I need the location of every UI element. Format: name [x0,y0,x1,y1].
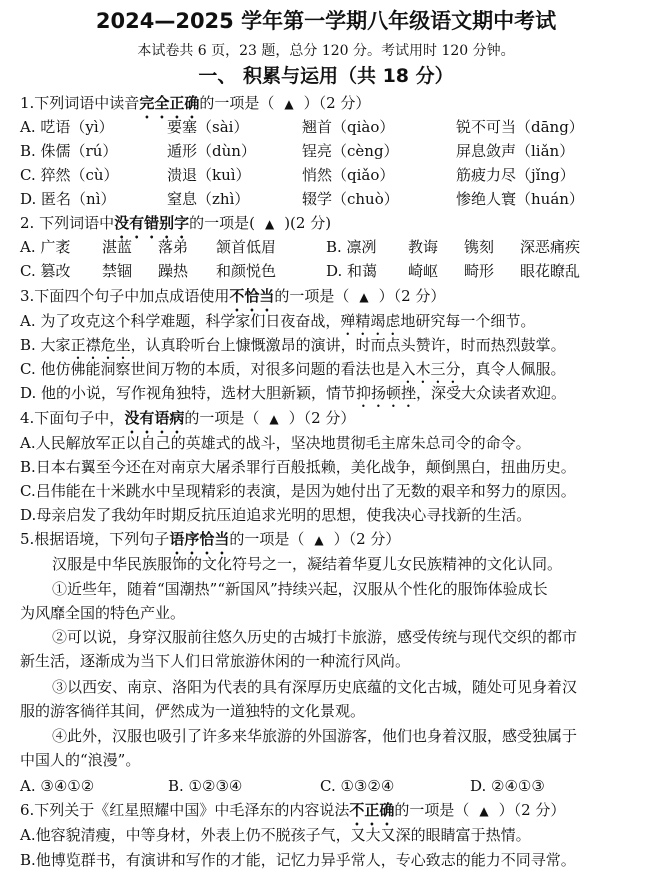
passage-line: ①近些年，随着“国潮热”“新国风”持续兴起，汉服从个性化的服饰体验成长 [52,580,548,598]
answer-triangle-icon: ▲ [359,290,369,304]
section-heading: 一、 积累与运用（共 18 分） [198,65,454,87]
passage-line: 中国人的“浪漫”。 [20,751,141,769]
question-5-intro: 汉服是中华民族服饰的文化符号之一，凝结着华夏儿女民族精神的文化认同。 [52,555,563,573]
dotted-idiom: 殚精竭虑 [340,312,401,330]
question-3-option: A. 为了攻克这个科学难题，科学家们日夜奋战，殚精竭虑地研究每一个细节。 [20,312,536,330]
question-4-option: B.日本右翼至今还在对南京大屠杀罪行百般抵赖，美化战争，颠倒黑白，扭曲历史。 [20,458,576,476]
question-6-option: A.他容貌清瘦，中等身材，外表上仍不脱孩子气，又大又深的眼睛富于热情。 [20,826,531,844]
question-key-phrase: 完全正确 [139,94,200,112]
dotted-idiom: 抑扬顿挫 [356,384,417,402]
passage-line: ②可以说，身穿汉服前往悠久历史的古城打卡旅游，感受传统与现代交织的都市 [52,628,578,646]
question-3-option: C. 他仿佛能洞察世间万物的本质，对很多问题的看法也是入木三分，真令人佩服。 [20,360,566,378]
question-4-option: C.吕伟能在十米跳水中呈现精彩的表演，是因为她付出了无数的艰辛和努力的原因。 [20,482,576,500]
passage-line: 新生活，逐渐成为当下人们日常旅游休闲的一种流行风尚。 [20,652,411,670]
question-2-stem: 2. 下列词语中没有错别字的一项是( ▲ )(2 分) [20,214,332,232]
exam-title: 2024—2025 学年第一学期八年级语文期中考试 [95,9,557,33]
question-3-option: B. 大家正襟危坐，认真聆听台上慷慨激昂的演讲，时而点头赞许，时而热烈鼓掌。 [20,336,566,354]
question-key-phrase: 语序恰当 [169,530,230,548]
question-key-phrase: 不恰当 [229,287,275,305]
question-3-option: D. 他的小说，写作视角独特，选材大胆新颖，情节抑扬顿挫，深受大众读者欢迎。 [20,384,567,402]
answer-triangle-icon: ▲ [264,217,275,231]
question-4-stem: 4.下面句子中，没有语病的一项是（ ▲ ）（2 分） [20,409,356,427]
exam-subtitle: 本试卷共 6 页，23 题，总分 120 分。考试用时 120 分钟。 [137,43,515,59]
question-key-phrase: 没有语病 [124,409,185,427]
answer-triangle-icon: ▲ [269,412,279,426]
passage-line: 服的游客徜徉其间，俨然成为一道独特的文化景观。 [20,702,366,720]
dotted-idiom: 入木三分 [400,360,461,378]
question-4-option: A.人民解放军正以自己的英雄式的战斗，坚决地贯彻毛主席朱总司令的命令。 [20,434,531,452]
question-key-phrase: 不正确 [349,801,395,819]
question-5-stem: 5.根据语境，下列句子语序恰当的一项是（ ▲ ）（2 分） [20,530,401,548]
answer-triangle-icon: ▲ [479,804,489,818]
passage-line: 为风靡全国的特色产业。 [20,604,186,622]
question-6-option: B.他博览群书，有演讲和写作的才能，记忆力异乎常人，专心致志的能力不同寻常。 [20,851,576,869]
question-1-stem: 1.下列词语中读音完全正确的一项是（ ▲ ）（2 分） [20,94,371,112]
answer-triangle-icon: ▲ [314,533,324,547]
exam-page: 2024—2025 学年第一学期八年级语文期中考试 本试卷共 6 页，23 题，总分 120 分。考试用时 120 分钟。 一、 积累与运用（共 18 分） 1.下列词语中读音完全正确的一项是（ ▲ ）（2 分） A. 呓语（yì） 要塞（sài） 翘首（qiào） 锐不可当（dāng） B. 侏儒（rú） 遁形（dùn） 锃亮（cèng） 屏息敛声（liǎn） C. 猝然（cù） 溃退（kuì） 悄然（qiǎo） 筋疲力尽（jǐng） D. 匿名（nì） 窒息（zhì） 辍学（chuò） 惨绝人寰（huán） 2. 下列词语中没有错别字的一项是( ▲ )(2 分) A. 广袤 湛蓝 落弟 颔首低眉 B. 凛冽 教诲 镌刻 深恶痛疾 C. 篡改 禁锢 躁热 和颜悦色 D. 和蔼 崎岖 畸形 眼花瞭乱 3.下面四个句子中加点成语使用不恰当的一项是（ ▲ ）（2 分） A. 为了攻克这个科学难题，科学家们日夜奋战，殚精竭虑地研究每一个细节。 B. 大家正襟危坐，认真聆听台上慷慨激昂的演讲，时而点头赞许，时而热烈鼓掌。 C. 他仿佛能洞察世间万物的本质，对很多问题的看法也是入木三分，真令人佩服。 D. 他的小说，写作视角独特，选材大胆新颖，情节抑扬顿挫，深受大众读者欢迎。 4.下面句子中，没有语病的一项是（ ▲ ）（2 分） A.人民解放军正以自己的英雄式的战斗，坚决地贯彻毛主席朱总司令的命令。 B.日本右翼至今还在对南京大屠杀罪行百般抵赖，美化战争，颠倒黑白，扭曲历史。 C.吕伟能在十米跳水中呈现精彩的表演，是因为她付出了无数的艰辛和努力的原因。 D.母亲启发了我幼年时期反抗压迫追求光明的思想，使我决心寻找新的生活。 5.根据语境，下列句子语序恰当的一项是（ ▲ ）（2 分） 汉服是中华民族服饰的文化符号之一，凝结着华夏儿女民族精神的文化认同。 ①近些年，随着“国潮热”“新国风”持续兴起，汉服从个性化的服饰体验成长 为风靡全国的特色产业。 ②可以说，身穿汉服前往悠久历史的古城打卡旅游，感受传统与现代交织的都市 新生活，逐渐成为当下人们日常旅游休闲的一种流行风尚。 ③以西安、南京、洛阳为代表的具有深厚历史底蕴的文化古城，随处可见身着汉 服的游客徜徉其间，俨然成为一道独特的文化景观。 ④此外，汉服也吸引了许多来华旅游的外国游客，他们也身着汉服，感受独属于 中国人的“浪漫”。 A. ③④①② B. ①②③④ C. ①③②④ D. ②④①③ 6.下列关于《红星照耀中国》中毛泽东的内容说法不正确的一项是（ ▲ ）（2 分） A.他容貌清瘦，中等身材，外表上仍不脱孩子气，又大又深的眼睛富于热情。 B.他博览群书，有演讲和写作的才能，记忆力异乎常人，专心致志的能力不同寻常。 [0,0,652,874]
question-key-phrase: 没有错别字 [114,214,190,232]
question-6-stem: 6.下列关于《红星照耀中国》中毛泽东的内容说法不正确的一项是（ ▲ ）（2 分） [20,801,566,819]
question-4-option: D.母亲启发了我幼年时期反抗压迫追求光明的思想，使我决心寻找新的生活。 [20,506,532,524]
passage-line: ③以西安、南京、洛阳为代表的具有深厚历史底蕴的文化古城，随处可见身着汉 [52,678,578,696]
answer-triangle-icon: ▲ [284,97,294,111]
passage-line: ④此外，汉服也吸引了许多来华旅游的外国游客，他们也身着汉服，感受独属于 [52,727,578,745]
dotted-idiom: 正襟危坐 [70,336,131,354]
question-3-stem: 3.下面四个句子中加点成语使用不恰当的一项是（ ▲ ）（2 分） [20,287,446,305]
